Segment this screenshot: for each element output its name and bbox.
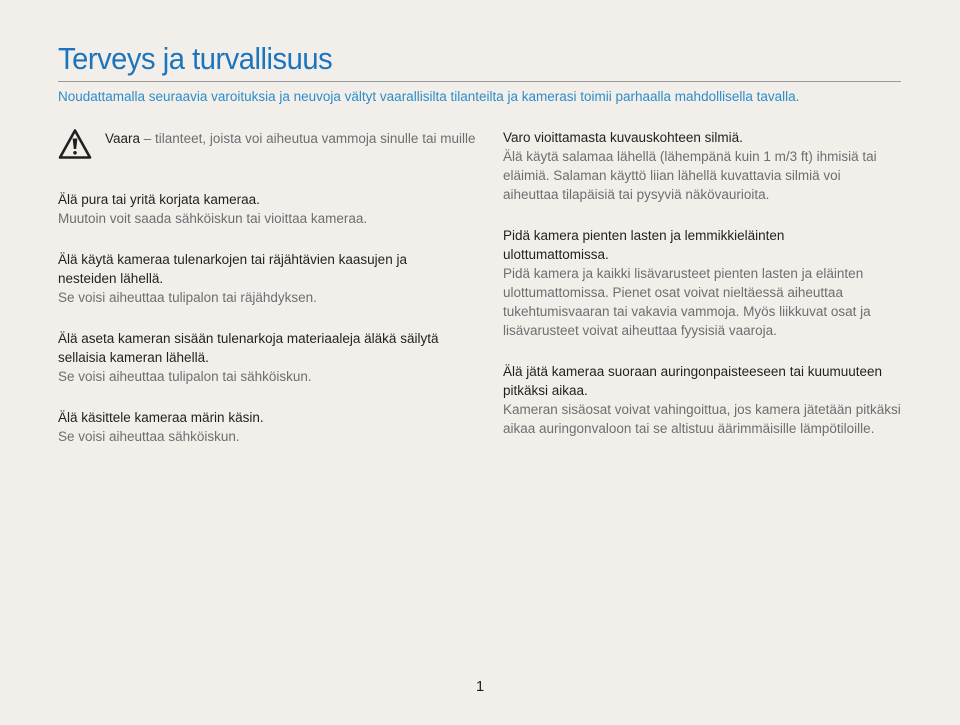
safety-item-body: Se voisi aiheuttaa sähköiskun. — [58, 429, 240, 444]
safety-item — [503, 226, 883, 340]
safety-item — [58, 408, 458, 446]
safety-item — [503, 128, 898, 204]
warning-label: Vaara — [105, 131, 141, 146]
intro-text: Noudattamalla seuraavia varoituksia ja neuvoja vältyt vaarallisilta tilanteilta ja kamerasi toimii parhaalla mahdollisella tavalla. — [58, 89, 800, 104]
safety-item-body: Se voisi aiheuttaa tulipalon tai räjähdyksen. — [58, 290, 317, 305]
safety-item-body: Muutoin voit saada sähköiskun tai vioittaa kameraa. — [58, 211, 368, 226]
safety-item-heading: Älä käsittele kameraa märin käsin. — [58, 410, 264, 425]
safety-item — [58, 190, 458, 228]
safety-item-heading: Varo vioittamasta kuvauskohteen silmiä. — [503, 130, 743, 145]
safety-item-body: Pidä kamera ja kaikki lisävarusteet pienten lasten ja eläinten ulottumattomissa. Pienet osat voivat nieltäessä aiheuttaa tukehtumisvaaran tai vakavia vammoja. Myös liikkuvat osat ja lisävarusteet voivat aiheuttaa fyysisiä vaaroja. — [503, 266, 871, 338]
right-column — [503, 128, 903, 460]
safety-item-heading: Älä jätä kameraa suoraan auringonpaisteeseen tai kuumuuteen pitkäksi aikaa. — [503, 364, 883, 398]
warning-triangle-icon — [58, 128, 92, 160]
safety-item-body: Kameran sisäosat voivat vahingoittua, jos kamera jätetään pitkäksi aikaa auringonvaloon tai se altistuu äärimmäisille lämpötiloille. — [503, 402, 901, 436]
safety-item — [58, 329, 458, 386]
page-title: Terveys ja turvallisuus — [58, 41, 333, 76]
safety-item-body: Se voisi aiheuttaa tulipalon tai sähköiskun. — [58, 369, 312, 384]
page-number: 1 — [475, 678, 485, 695]
title-divider — [58, 81, 901, 82]
safety-item — [58, 250, 433, 307]
warning-legend — [58, 128, 475, 164]
safety-item-heading: Älä aseta kameran sisään tulenarkoja materiaaleja äläkä säilytä sellaisia kameran lähellä. — [58, 331, 439, 365]
safety-item-heading: Älä käytä kameraa tulenarkojen tai räjähtävien kaasujen ja nesteiden lähellä. — [58, 252, 407, 286]
warning-separator: – — [140, 131, 156, 146]
safety-item-heading: Älä pura tai yritä korjata kameraa. — [58, 192, 260, 207]
left-column — [58, 190, 458, 468]
safety-item — [503, 362, 903, 438]
safety-item-body: Älä käytä salamaa lähellä (lähempänä kuin 1 m/3 ft) ihmisiä tai eläimiä. Salaman käyttö liian lähellä kuvattavia silmiä voi aiheuttaa tilapäisiä tai pysyviä näkövaurioita. — [503, 149, 877, 202]
safety-item-heading: Pidä kamera pienten lasten ja lemmikkieläinten ulottumattomissa. — [503, 228, 785, 262]
warning-text: tilanteet, joista voi aiheutua vammoja sinulle tai muille — [155, 131, 476, 146]
warning-description — [105, 128, 475, 148]
